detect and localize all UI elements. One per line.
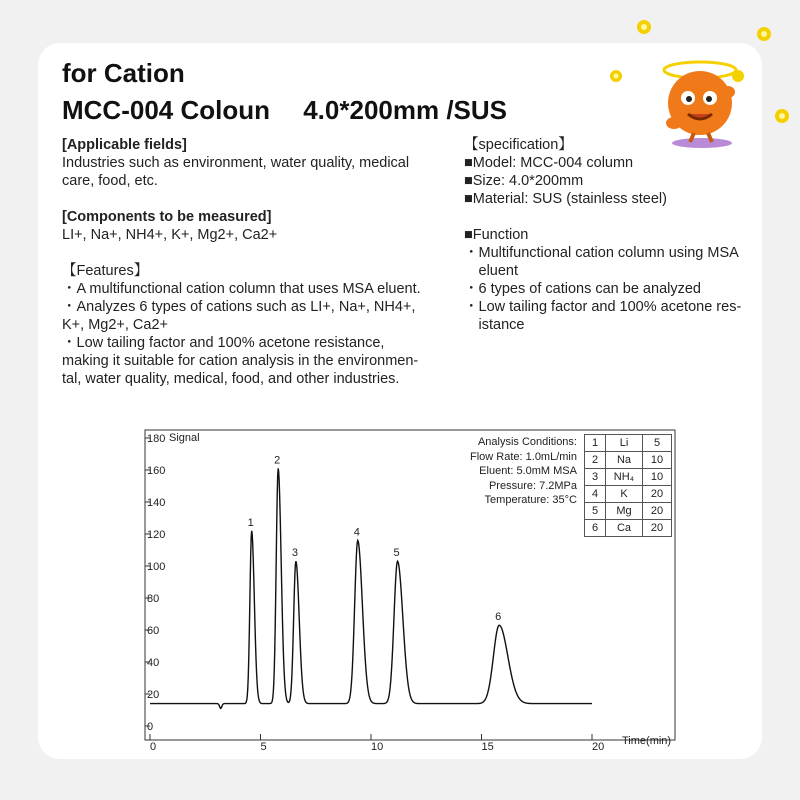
function-line: istance (464, 317, 525, 333)
y-tick-label: 100 (147, 561, 166, 573)
ion-table-row (585, 486, 672, 503)
ion-table-cell: Na (606, 452, 643, 469)
y-tick-label: 140 (147, 497, 166, 509)
y-tick-label: 40 (147, 657, 160, 669)
analysis-conditions (440, 435, 577, 508)
condition-line: Eluent: 5.0mM MSA (479, 465, 577, 477)
y-tick-label: 120 (147, 529, 166, 541)
peak-label: 6 (495, 611, 502, 624)
function-line: ・6 types of cations can be analyzed (464, 281, 701, 297)
x-tick-label: 10 (371, 741, 384, 753)
features-heading: 【Features】 (62, 263, 149, 279)
title-line-1: for Cation (62, 58, 185, 88)
applicable-line: Industries such as environment, water quality, medical (62, 155, 410, 171)
features-line: tal, water quality, medical, food, and other industries. (62, 371, 400, 387)
ion-table-cell: 3 (585, 469, 606, 486)
ion-table-cell: Ca (606, 520, 643, 537)
ion-table-row (585, 452, 672, 469)
ion-table-cell: 20 (643, 520, 672, 537)
peak-label: 3 (291, 547, 298, 560)
features-line: K+, Mg2+, Ca2+ (62, 317, 168, 333)
peak-label: 2 (274, 454, 281, 467)
x-tick-label: 20 (592, 741, 605, 753)
peak-label: 5 (393, 547, 400, 560)
ion-table-cell: Mg (606, 503, 643, 520)
x-tick-label: 15 (481, 741, 494, 753)
left-column (62, 136, 447, 388)
ion-table-cell: K (606, 486, 643, 503)
specification-heading: 【specification】 (464, 137, 573, 153)
ion-table-cell: 20 (643, 503, 672, 520)
function-line: eluent (464, 263, 519, 279)
condition-line: Analysis Conditions: (477, 436, 577, 448)
function-line: ・Multifunctional cation column using MSA (464, 245, 739, 261)
ion-table-cell: 6 (585, 520, 606, 537)
ion-table-cell: 5 (643, 435, 672, 452)
spec-line: ■Size: 4.0*200mm (464, 173, 584, 189)
y-tick-label: 80 (147, 593, 160, 605)
y-tick-label: 20 (147, 689, 160, 701)
ion-table-row (585, 469, 672, 486)
peak-label: 4 (353, 526, 360, 539)
x-tick-label: 5 (260, 741, 267, 753)
ion-table-cell: 10 (643, 452, 672, 469)
features-line: ・Analyzes 6 types of cations such as LI+, Na+, NH4+, (62, 299, 416, 315)
components-heading: [Components to be measured] (62, 209, 272, 225)
ion-table-cell: 20 (643, 486, 672, 503)
ion-table (584, 434, 672, 537)
y-tick-label: 60 (147, 625, 160, 637)
x-axis-label: Time(min) (622, 735, 672, 747)
ion-table-cell: 2 (585, 452, 606, 469)
applicable-heading: [Applicable fields] (62, 137, 187, 153)
ion-table-cell: 4 (585, 486, 606, 503)
condition-line: Pressure: 7.2MPa (488, 479, 577, 492)
y-tick-label: 160 (147, 465, 166, 477)
ion-table-cell: 5 (585, 503, 606, 520)
features-line: making it suitable for cation analysis in the environmen- (62, 353, 419, 369)
components-text: LI+, Na+, NH4+, K+, Mg2+, Ca2+ (62, 227, 278, 243)
features-line: ・Low tailing factor and 100% acetone resistance, (62, 335, 385, 351)
ion-table-cell: 10 (643, 469, 672, 486)
ion-table-cell: NH₄ (606, 469, 643, 486)
ion-table-cell: 1 (585, 435, 606, 452)
x-tick-label: 0 (150, 741, 157, 753)
peak-label: 1 (247, 516, 254, 529)
spec-line: ■Material: SUS (stainless steel) (464, 191, 667, 207)
y-tick-label: 0 (147, 721, 154, 733)
y-tick-label: 180 (147, 433, 166, 445)
ion-table-cell: Li (606, 435, 643, 452)
ion-table-row (585, 435, 672, 452)
applicable-line: care, food, etc. (62, 173, 158, 189)
ion-table-row (585, 503, 672, 520)
function-heading: ■Function (464, 227, 529, 243)
condition-line: Flow Rate: 1.0mL/min (470, 450, 577, 463)
function-line: ・Low tailing factor and 100% acetone res- (464, 299, 742, 315)
ion-table-row (585, 520, 672, 537)
condition-line: Temperature: 35°C (484, 494, 577, 506)
spec-line: ■Model: MCC-004 column (464, 155, 634, 171)
right-column (464, 136, 764, 334)
title-line-2: MCC-004 Coloun 4.0*200mm /SUS (62, 95, 508, 125)
y-axis-label: Signal (169, 432, 200, 444)
features-line: ・A multifunctional cation column that uses MSA eluent. (62, 281, 421, 297)
